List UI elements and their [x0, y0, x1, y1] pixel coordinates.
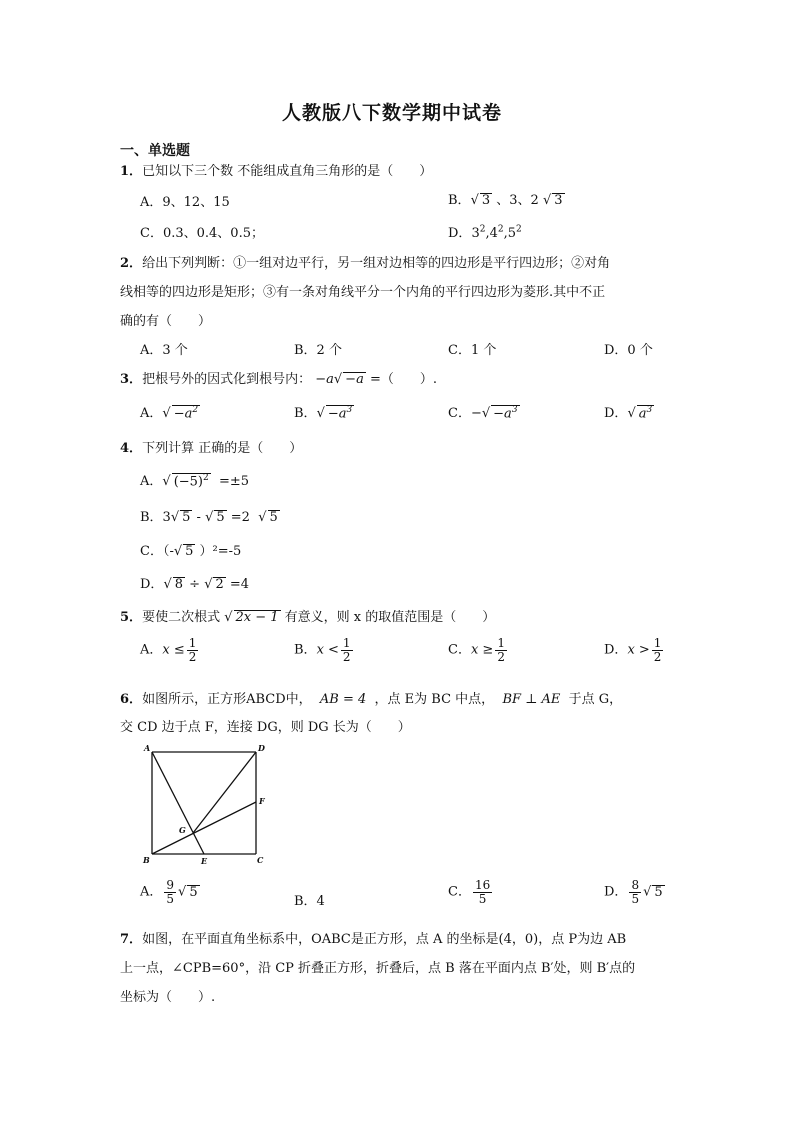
question-3-stem: 3．把根号外的因式化到根号内： −a√ −a =（ ）.	[120, 372, 437, 387]
q6-option-b: B．4	[294, 894, 325, 909]
question-number: 3	[120, 372, 130, 387]
question-7-line-3: 坐标为（ ）.	[120, 990, 216, 1005]
question-4-stem: 4．下列计算 正确的是（ ）	[120, 441, 303, 456]
question-6-line-1: 6．如图所示，正方形ABCD中， AB = 4 ，点 E为 BC 中点， BF ⊥ AE 于点 G，	[120, 692, 623, 707]
segment-ae	[152, 752, 204, 854]
question-number: 7	[120, 932, 130, 947]
label-f: F	[259, 796, 265, 806]
q4-option-b: B．3√ 5 - √ 5 =2 √ 5	[140, 510, 278, 525]
q4-option-d: D．√ 8 ÷ √ 2 =4	[140, 577, 250, 592]
q4-option-a: A．√ $(-5)^2 =\pm 5$	[140, 472, 250, 489]
label-a: A	[144, 743, 151, 753]
q3-option-c: C．−√ $-a^3$	[448, 404, 518, 421]
square-figure	[140, 742, 270, 868]
segment-dg	[193, 752, 256, 833]
question-2-line-2: 线相等的四边形是矩形；③有一条对角线平分一个内角的平行四边形为菱形.其中不正	[120, 285, 606, 300]
label-d: D	[258, 743, 265, 753]
q3-option-a: A．√ $-a^2$	[140, 404, 199, 421]
q6-option-c: C． $\frac{16}{5}$	[448, 878, 491, 906]
q2-option-c: C．1 个	[448, 343, 497, 358]
q5-option-a: A．x ≤ $\frac{1}{2}$	[140, 636, 197, 664]
q6-option-a: A． $\frac{9}{5}$ √ 5	[140, 878, 198, 906]
q3-option-b: B．√ $-a^3$	[294, 404, 353, 421]
q6-option-d: D． $\frac{8}{5}$ √ 5	[604, 878, 663, 906]
q1-option-c: C．0.3、0.4、0.5；	[140, 226, 264, 241]
q1-option-a: A．9、12、15	[140, 195, 230, 210]
question-2-line-1: 2．给出下列判断：①一组对边平行，另一组对边相等的四边形是平行四边形；②对角	[120, 256, 611, 271]
label-e: E	[201, 856, 208, 866]
question-5-stem: 5．要使二次根式 √ 2x − 1 有意义，则 x 的取值范围是（ ）	[120, 610, 496, 625]
label-g: G	[179, 825, 186, 835]
q2-option-a: A．3 个	[140, 343, 188, 358]
label-b: B	[143, 855, 150, 865]
question-number: 6	[120, 692, 130, 707]
q3-option-d: D．√ $a^3$	[604, 404, 653, 421]
q2-option-d: D．0 个	[604, 343, 653, 358]
label-c: C	[257, 855, 264, 865]
segment-bf	[152, 802, 256, 854]
q2-option-b: B．2 个	[294, 343, 342, 358]
section-title: 一、单选题	[120, 143, 190, 159]
q4-option-c: C．（-√ 5 ）²=-5	[140, 544, 242, 559]
question-7-line-1: 7．如图，在平面直角坐标系中，OABC是正方形，点 A 的坐标是(4，0)，点 P为边 AB	[120, 932, 627, 947]
q1-option-b: B．√ 3 、3、2 √ 3	[448, 193, 563, 208]
question-1-stem: 1．已知以下三个数 不能组成直角三角形的是（ ）	[120, 164, 433, 179]
q5-option-c: C．x ≥ $\frac{1}{2}$	[448, 636, 505, 664]
q5-option-d: D．x > $\frac{1}{2}$	[604, 636, 662, 664]
question-number: 4	[120, 441, 130, 456]
question-number: 1	[120, 164, 130, 179]
q1-option-d: D．$3^2,4^2,5^2$	[448, 224, 522, 241]
question-2-line-3: 确的有（ ）	[120, 314, 212, 329]
page-title: 人教版八下数学期中试卷	[282, 102, 503, 124]
question-number: 5	[120, 610, 130, 625]
q5-option-b: B．x < $\frac{1}{2}$	[294, 636, 351, 664]
question-6-line-2: 交 CD 边于点 F，连接 DG，则 DG 长为（ ）	[120, 720, 411, 735]
question-number: 2	[120, 256, 130, 271]
question-7-line-2: 上一点，∠CPB=60°，沿 CP 折叠正方形，折叠后，点 B 落在平面内点 B′处，则 B′点的	[120, 961, 636, 976]
